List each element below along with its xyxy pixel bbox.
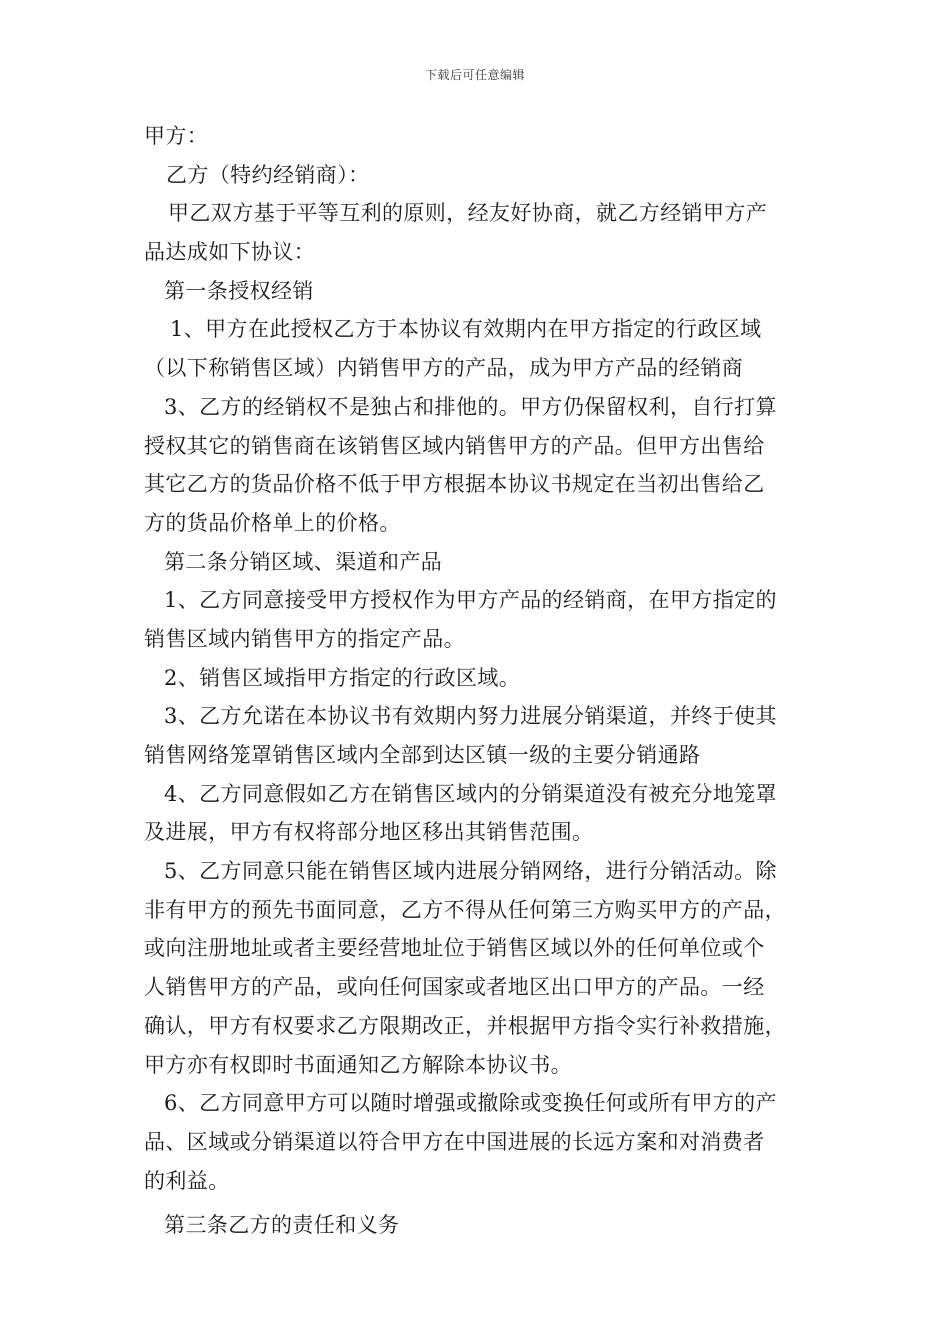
paragraph-line: 5、乙方同意只能在销售区域内进展分销网络，进行分销活动。除 [164, 859, 777, 884]
article-3-heading: 第三条乙方的责任和义务 [164, 1213, 400, 1238]
paragraph-line: 甲方亦有权即时书面通知乙方解除本协议书。 [144, 1052, 572, 1077]
paragraph-line: 确认，甲方有权要求乙方限期改正，并根据甲方指令实行补救措施， [144, 1013, 786, 1038]
paragraph-line: 3、乙方的经销权不是独占和排他的。甲方仍保留权利，自行打算 [164, 394, 777, 419]
paragraph-line: 或向注册地址或者主要经营地址位于销售区域以外的任何单位或个 [144, 936, 765, 961]
paragraph-line: 1、乙方同意接受甲方授权作为甲方产品的经销商，在甲方指定的 [164, 588, 777, 613]
paragraph-line: 品、区域或分销渠道以符合甲方在中国进展的长远方案和对消费者 [144, 1129, 765, 1154]
paragraph-line: 销售网络笼罩销售区域内全部到达区镇一级的主要分销通路 [144, 743, 701, 767]
paragraph-line: 2、销售区域指甲方指定的行政区域。 [164, 665, 521, 690]
paragraph-line: 及进展，甲方有权将部分地区移出其销售范围。 [144, 820, 594, 845]
paragraph-line: 非有甲方的预先书面同意，乙方不得从任何第三方购买甲方的产品， [144, 897, 786, 922]
paragraph-line: 1、甲方在此授权乙方于本协议有效期内在甲方指定的行政区域 [170, 317, 762, 342]
paragraph-line: 销售区域内销售甲方的指定产品。 [144, 626, 465, 651]
paragraph-line: 6、乙方同意甲方可以随时增强或撤除或变换任何或所有甲方的产 [164, 1091, 777, 1116]
paragraph-line: 其它乙方的货品价格不低于甲方根据本协议书规定在当初出售给乙 [144, 472, 765, 497]
party-b-label: 乙方（特约经销商）： [166, 162, 370, 187]
party-a-label: 甲方： [144, 124, 209, 148]
paragraph-line: 甲乙双方基于平等互利的原则，经友好协商，就乙方经销甲方产 [168, 201, 768, 226]
paragraph-line: 4、乙方同意假如乙方在销售区域内的分销渠道没有被充分地笼罩 [164, 781, 777, 806]
paragraph-line: 方的货品价格单上的价格。 [144, 510, 401, 535]
article-1-heading: 第一条授权经销 [164, 278, 314, 303]
paragraph-line: 人销售甲方的产品，或向任何国家或者地区出口甲方的产品。一经 [144, 975, 765, 1000]
paragraph-line: （以下称销售区域）内销售甲方的产品，成为甲方产品的经销商 [144, 356, 744, 381]
article-2-heading: 第二条分销区域、渠道和产品 [164, 549, 443, 574]
paragraph-line: 授权其它的销售商在该销售区域内销售甲方的产品。但甲方出售给 [144, 433, 765, 458]
paragraph-line: 3、乙方允诺在本协议书有效期内努力进展分销渠道，并终于使其 [164, 704, 777, 729]
document-body [144, 117, 834, 1245]
page-header-note: 下载后可任意编辑 [424, 68, 525, 82]
paragraph-line: 品达成如下协议： [144, 240, 316, 265]
paragraph-line: 的利益。 [144, 1168, 230, 1193]
